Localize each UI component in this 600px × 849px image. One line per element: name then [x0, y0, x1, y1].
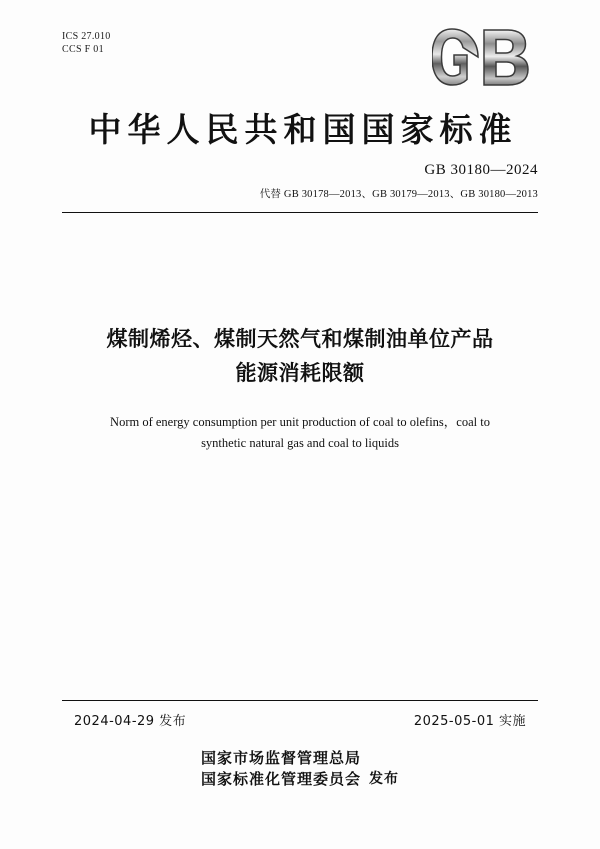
document-title-cn-line1: 煤制烯烃、煤制天然气和煤制油单位产品 — [106, 327, 494, 351]
divider-top — [62, 212, 538, 213]
ccs-code: CCS F 01 — [62, 44, 104, 55]
publisher-line-1: 国家市场监督管理总局 — [200, 749, 361, 767]
gb-emblem-icon — [432, 26, 536, 88]
document-title-cn — [70, 322, 530, 390]
national-standard-title: 中华人民共和国国家标准 — [88, 110, 518, 149]
document-title-en — [80, 412, 520, 454]
divider-bottom — [62, 700, 538, 701]
standard-number: GB 30180—2024 — [424, 162, 538, 178]
publisher-line-2: 国家标准化管理委员会 — [200, 770, 361, 788]
document-title-cn-line2: 能源消耗限额 — [235, 361, 365, 385]
replaced-standards: 代替 GB 30178—2013、GB 30179—2013、GB 30180—2013 — [259, 189, 538, 200]
ics-ccs-block — [62, 30, 111, 56]
effective-date: 2025-05-01 实施 — [413, 714, 526, 729]
document-title-en-line2: synthetic natural gas and coal to liquids — [201, 436, 399, 450]
publisher-block — [0, 748, 600, 790]
header-zone — [62, 30, 538, 110]
issue-date: 2024-04-29 发布 — [74, 714, 187, 729]
ics-code: ICS 27.010 — [62, 31, 111, 42]
publish-action-label: 发布 — [369, 771, 399, 787]
document-title-en-line1: Norm of energy consumption per unit production of coal to olefins，coal to — [110, 415, 490, 429]
